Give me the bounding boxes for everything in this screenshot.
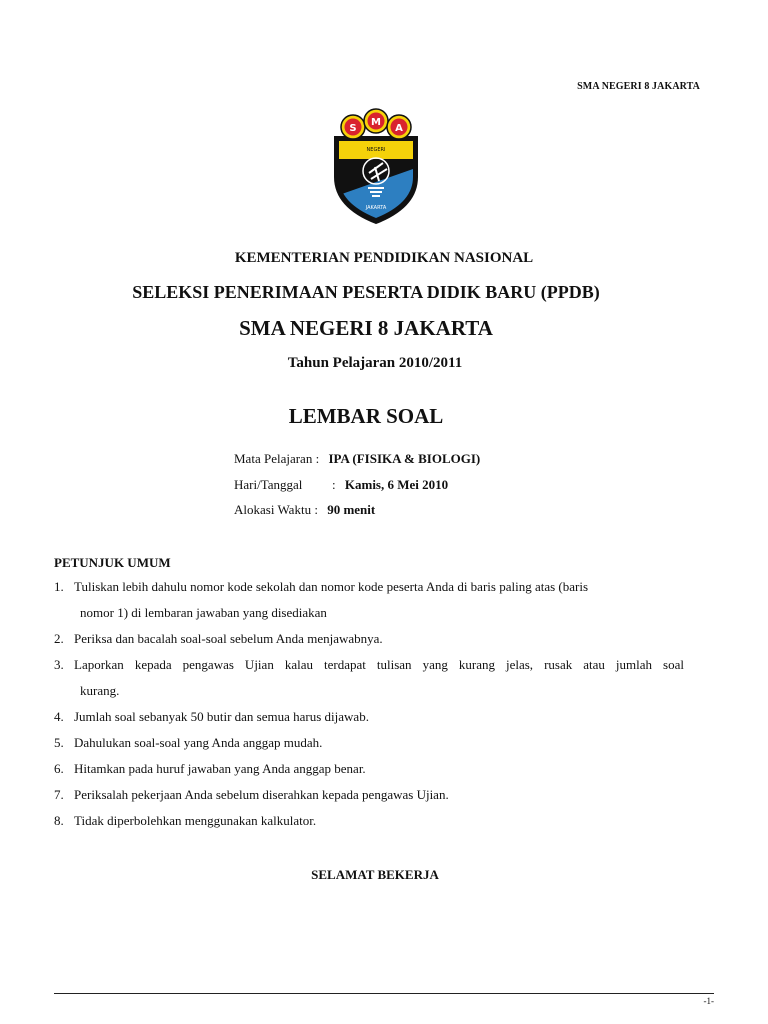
instruction-item [54, 808, 684, 834]
instruction-number: 7. [54, 787, 64, 802]
instruction-text: Tuliskan lebih dahulu nomor kode sekolah dan nomor kode peserta Anda di baris paling atas (baris [74, 579, 589, 594]
instruction-number: 5. [54, 735, 64, 750]
date-value: Kamis, 6 Mei 2010 [344, 477, 449, 492]
date-row [234, 477, 448, 493]
instruction-number: 1. [54, 579, 64, 594]
instruction-text: Hitamkan pada huruf jawaban yang Anda anggap benar. [74, 761, 366, 776]
time-label: Alokasi Waktu : [234, 502, 318, 517]
instructions-list [54, 574, 684, 834]
school-title: SMA NEGERI 8 JAKARTA [239, 316, 493, 340]
header-school-name: SMA NEGERI 8 JAKARTA [577, 81, 700, 92]
instruction-text-continued: nomor 1) di lembaran jawaban yang disediakan [80, 605, 327, 620]
instruction-number: 6. [54, 761, 64, 776]
instruction-text: Periksa dan bacalah soal-soal sebelum Anda menjawabnya. [74, 631, 383, 646]
ministry-title: KEMENTERIAN PENDIDIKAN NASIONAL [234, 250, 534, 266]
instructions-title: PETUNJUK UMUM [54, 555, 171, 570]
instruction-text-continued: kurang. [80, 683, 120, 698]
instruction-text: Dahulukan soal-soal yang Anda anggap mudah. [74, 735, 323, 750]
instruction-item [54, 704, 684, 730]
school-crest-icon [331, 107, 421, 225]
crest-text-jakarta: JAKARTA [365, 205, 387, 211]
instruction-item [54, 730, 684, 756]
crest-letter-m: M [371, 117, 381, 128]
footer-divider [54, 993, 714, 994]
instruction-text: Jumlah soal sebanyak 50 butir dan semua harus dijawab. [74, 709, 369, 724]
academic-year: Tahun Pelajaran 2010/2011 [287, 355, 463, 371]
subject-row [234, 451, 480, 467]
instruction-number: 3. [54, 657, 64, 672]
page-number: -1- [703, 996, 714, 1006]
document-type-title: LEMBAR SOAL [288, 404, 444, 428]
crest-letter-s: S [349, 123, 357, 134]
selection-title: SELEKSI PENERIMAAN PESERTA DIDIK BARU (PPDB) [132, 282, 600, 302]
date-label: Hari/Tanggal [234, 477, 303, 492]
instruction-number: 8. [54, 813, 64, 828]
instruction-item [54, 652, 684, 678]
crest-letter-a: A [395, 123, 403, 134]
instruction-number: 2. [54, 631, 64, 646]
instruction-text: Tidak diperbolehkan menggunakan kalkulator. [74, 813, 317, 828]
subject-value: IPA (FISIKA & BIOLOGI) [328, 451, 481, 466]
instruction-item [54, 626, 684, 652]
instruction-number: 4. [54, 709, 64, 724]
instruction-item [54, 756, 684, 782]
closing-text: SELAMAT BEKERJA [311, 867, 439, 882]
time-value: 90 menit [327, 502, 376, 517]
instruction-text: Laporkan kepada pengawas Ujian kalau terdapat tulisan yang kurang jelas, rusak atau jumlah soal [74, 657, 684, 672]
time-row [234, 502, 375, 518]
subject-label: Mata Pelajaran : [234, 451, 320, 466]
crest-text-negeri: NEGERI [366, 147, 386, 153]
date-separator: : [332, 477, 336, 492]
instruction-item [54, 574, 684, 600]
instruction-text: Periksalah pekerjaan Anda sebelum diserahkan kepada pengawas Ujian. [74, 787, 449, 802]
instruction-item [54, 782, 684, 808]
